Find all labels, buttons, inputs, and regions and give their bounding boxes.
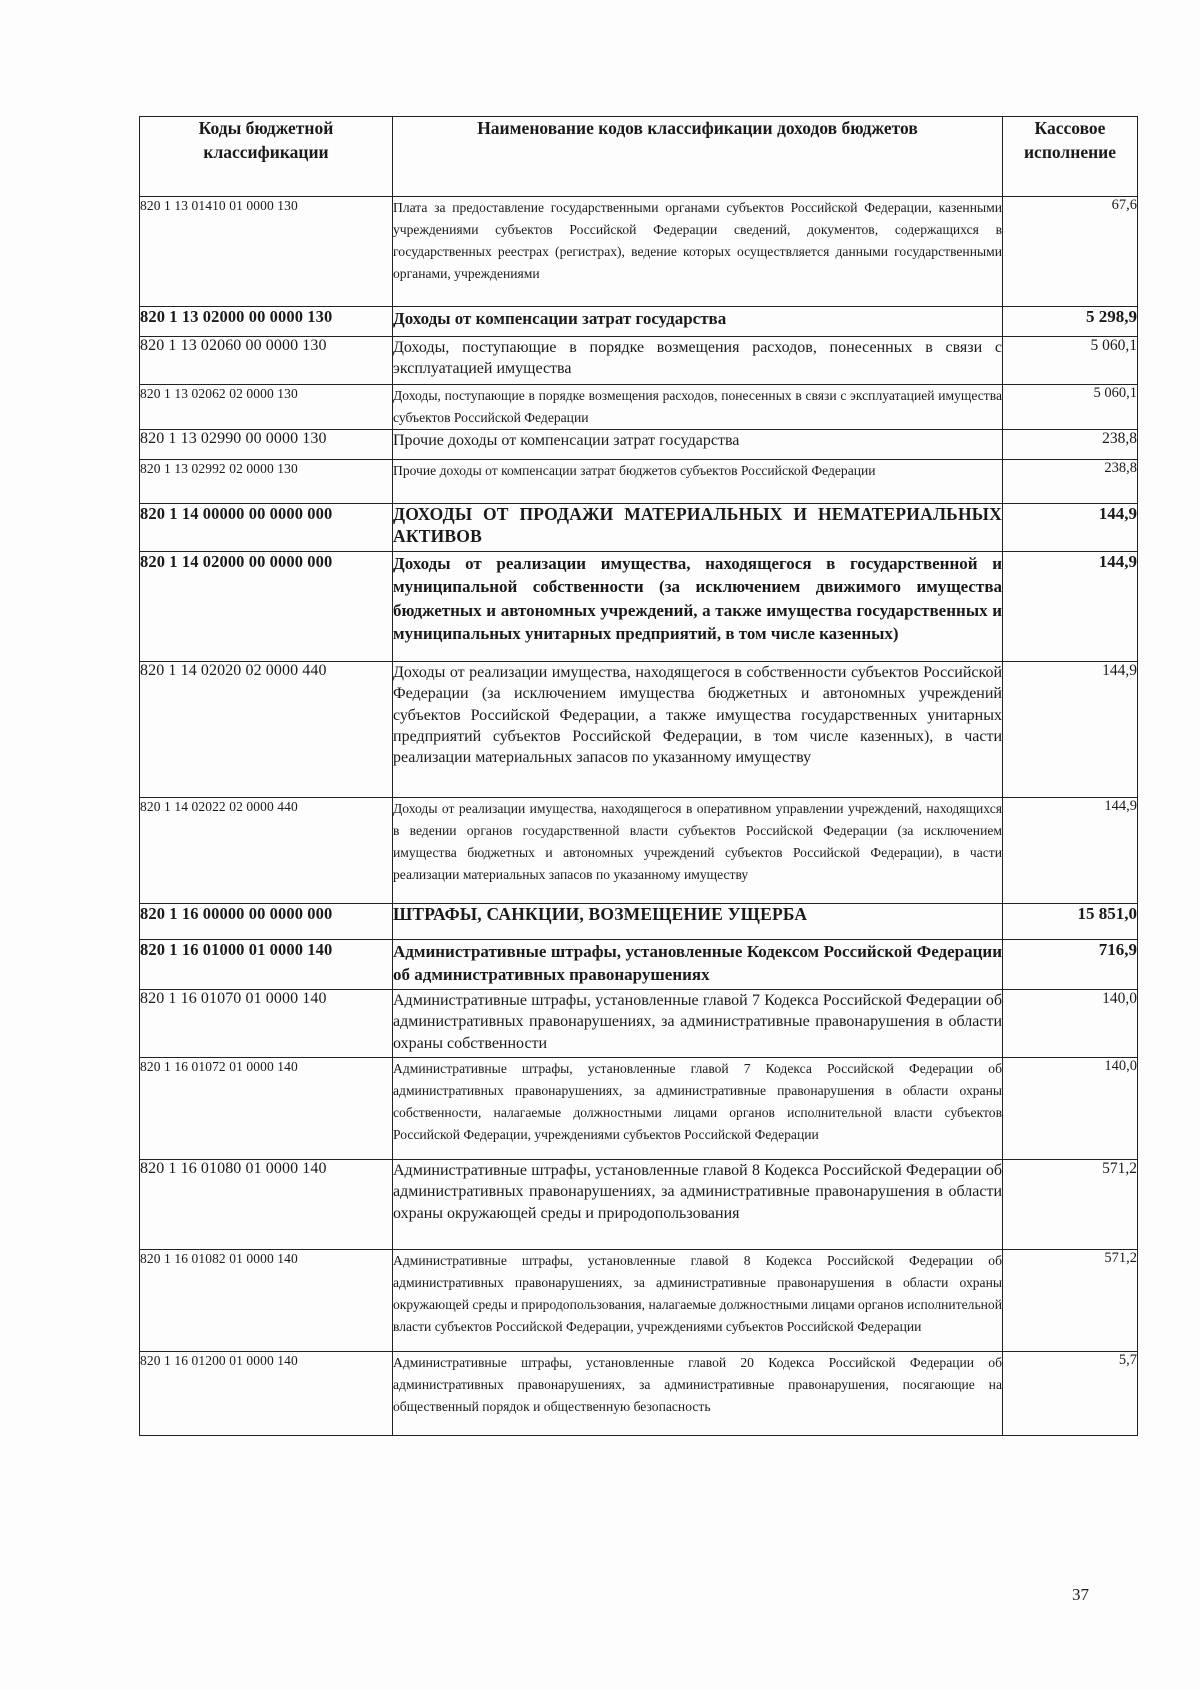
row-amount: 5 060,1 — [1003, 337, 1138, 385]
row-name: Административные штрафы, установленные главой 7 Кодекса Российской Федерации об административных правонарушениях, за административные правонарушения в области охраны собственности, налагаемые должностными лицами органов исполнительной власти субъектов Российской Федерации, учреждениями субъектов Российской Федерации — [393, 1058, 1003, 1160]
row-name: Доходы от компенсации затрат государства — [393, 307, 1003, 337]
row-amount: 5,7 — [1003, 1352, 1138, 1436]
row-code: 820 1 13 02062 02 0000 130 — [140, 385, 393, 430]
row-amount: 144,9 — [1003, 552, 1138, 662]
row-code: 820 1 16 01082 01 0000 140 — [140, 1250, 393, 1352]
row-code: 820 1 16 01080 01 0000 140 — [140, 1160, 393, 1250]
row-name: Административные штрафы, установленные главой 8 Кодекса Российской Федерации об административных правонарушениях, за административные правонарушения в области охраны окружающей среды и природопользования, налагаемые должностными лицами органов исполнительной власти субъектов Российской Федерации, учреждениями субъектов Российской Федерации — [393, 1250, 1003, 1352]
row-name: ШТРАФЫ, САНКЦИИ, ВОЗМЕЩЕНИЕ УЩЕРБА — [393, 904, 1003, 940]
table-row — [140, 385, 1138, 430]
row-amount: 571,2 — [1003, 1160, 1138, 1250]
table-header-row — [140, 117, 1138, 197]
row-code: 820 1 16 01000 01 0000 140 — [140, 940, 393, 990]
row-amount: 238,8 — [1003, 460, 1138, 504]
row-amount: 5 060,1 — [1003, 385, 1138, 430]
table-row — [140, 430, 1138, 460]
row-code: 820 1 13 02992 02 0000 130 — [140, 460, 393, 504]
row-amount: 571,2 — [1003, 1250, 1138, 1352]
row-code: 820 1 16 01200 01 0000 140 — [140, 1352, 393, 1436]
row-name: Доходы, поступающие в порядке возмещения расходов, понесенных в связи с эксплуатацией имущества субъектов Российской Федерации — [393, 385, 1003, 430]
row-code: 820 1 14 02022 02 0000 440 — [140, 798, 393, 904]
header-code: Коды бюджетной классификации — [140, 117, 393, 197]
row-code: 820 1 14 00000 00 0000 000 — [140, 504, 393, 552]
row-name: Плата за предоставление государственными органами субъектов Российской Федерации, казенными учреждениями субъектов Российской Федерации сведений, документов, содержащихся в государственных реестрах (регистрах), ведение которых осуществляется данными государственными органами, учреждениями — [393, 197, 1003, 307]
row-amount: 140,0 — [1003, 1058, 1138, 1160]
row-name: Доходы, поступающие в порядке возмещения расходов, понесенных в связи с эксплуатацией имущества — [393, 337, 1003, 385]
table-row — [140, 504, 1138, 552]
table-row — [140, 940, 1138, 990]
row-name: Доходы от реализации имущества, находящегося в оперативном управлении учреждений, находящихся в ведении органов государственной власти субъектов Российской Федерации (за исключением имущества бюджетных и автономных учреждений субъектов Российской Федерации), в части реализации материальных запасов по указанному имуществу — [393, 798, 1003, 904]
table-row — [140, 337, 1138, 385]
table-row — [140, 307, 1138, 337]
row-amount: 238,8 — [1003, 430, 1138, 460]
row-name: Доходы от реализации имущества, находящегося в государственной и муниципальной собственности (за исключением движимого имущества бюджетных и автономных учреждений, а также имущества государственных и муниципальных унитарных предприятий, в том числе казенных) — [393, 552, 1003, 662]
table-row — [140, 904, 1138, 940]
budget-revenue-table — [139, 116, 1138, 1436]
row-code: 820 1 16 00000 00 0000 000 — [140, 904, 393, 940]
row-code: 820 1 16 01072 01 0000 140 — [140, 1058, 393, 1160]
table-row — [140, 662, 1138, 798]
row-amount: 144,9 — [1003, 798, 1138, 904]
row-amount: 15 851,0 — [1003, 904, 1138, 940]
row-name: Административные штрафы, установленные главой 8 Кодекса Российской Федерации об административных правонарушениях, за административные правонарушения в области охраны окружающей среды и природопользования — [393, 1160, 1003, 1250]
table-row — [140, 1352, 1138, 1436]
table-body — [140, 197, 1138, 1436]
row-amount: 144,9 — [1003, 662, 1138, 798]
row-code: 820 1 13 02000 00 0000 130 — [140, 307, 393, 337]
row-amount: 5 298,9 — [1003, 307, 1138, 337]
table-row — [140, 798, 1138, 904]
table-row — [140, 1250, 1138, 1352]
row-code: 820 1 13 02060 00 0000 130 — [140, 337, 393, 385]
row-amount: 67,6 — [1003, 197, 1138, 307]
row-amount: 716,9 — [1003, 940, 1138, 990]
row-amount: 140,0 — [1003, 990, 1138, 1058]
table-row — [140, 197, 1138, 307]
row-name: ДОХОДЫ ОТ ПРОДАЖИ МАТЕРИАЛЬНЫХ И НЕМАТЕРИАЛЬНЫХ АКТИВОВ — [393, 504, 1003, 552]
row-name: Прочие доходы от компенсации затрат бюджетов субъектов Российской Федерации — [393, 460, 1003, 504]
table-row — [140, 552, 1138, 662]
table-row — [140, 990, 1138, 1058]
row-name: Административные штрафы, установленные Кодексом Российской Федерации об административных правонарушениях — [393, 940, 1003, 990]
row-code: 820 1 14 02000 00 0000 000 — [140, 552, 393, 662]
page-number: 37 — [1072, 1585, 1089, 1604]
row-name: Административные штрафы, установленные главой 20 Кодекса Российской Федерации об административных правонарушениях, за административные правонарушения, посягающие на общественный порядок и общественную безопасность — [393, 1352, 1003, 1436]
row-code: 820 1 16 01070 01 0000 140 — [140, 990, 393, 1058]
row-amount: 144,9 — [1003, 504, 1138, 552]
row-code: 820 1 13 01410 01 0000 130 — [140, 197, 393, 307]
table-row — [140, 1160, 1138, 1250]
row-name: Административные штрафы, установленные главой 7 Кодекса Российской Федерации об административных правонарушениях, за административные правонарушения в области охраны собственности — [393, 990, 1003, 1058]
table-row — [140, 1058, 1138, 1160]
row-code: 820 1 13 02990 00 0000 130 — [140, 430, 393, 460]
header-name: Наименование кодов классификации доходов бюджетов — [393, 117, 1003, 197]
row-name: Доходы от реализации имущества, находящегося в собственности субъектов Российской Федерации (за исключением имущества бюджетных и автономных учреждений субъектов Российской Федерации, а также имущества государственных унитарных предприятий субъектов Российской Федерации, в том числе казенных), в части реализации материальных запасов по указанному имуществу — [393, 662, 1003, 798]
row-code: 820 1 14 02020 02 0000 440 — [140, 662, 393, 798]
table-row — [140, 460, 1138, 504]
row-name: Прочие доходы от компенсации затрат государства — [393, 430, 1003, 460]
header-amount: Кассовое исполнение — [1003, 117, 1138, 197]
